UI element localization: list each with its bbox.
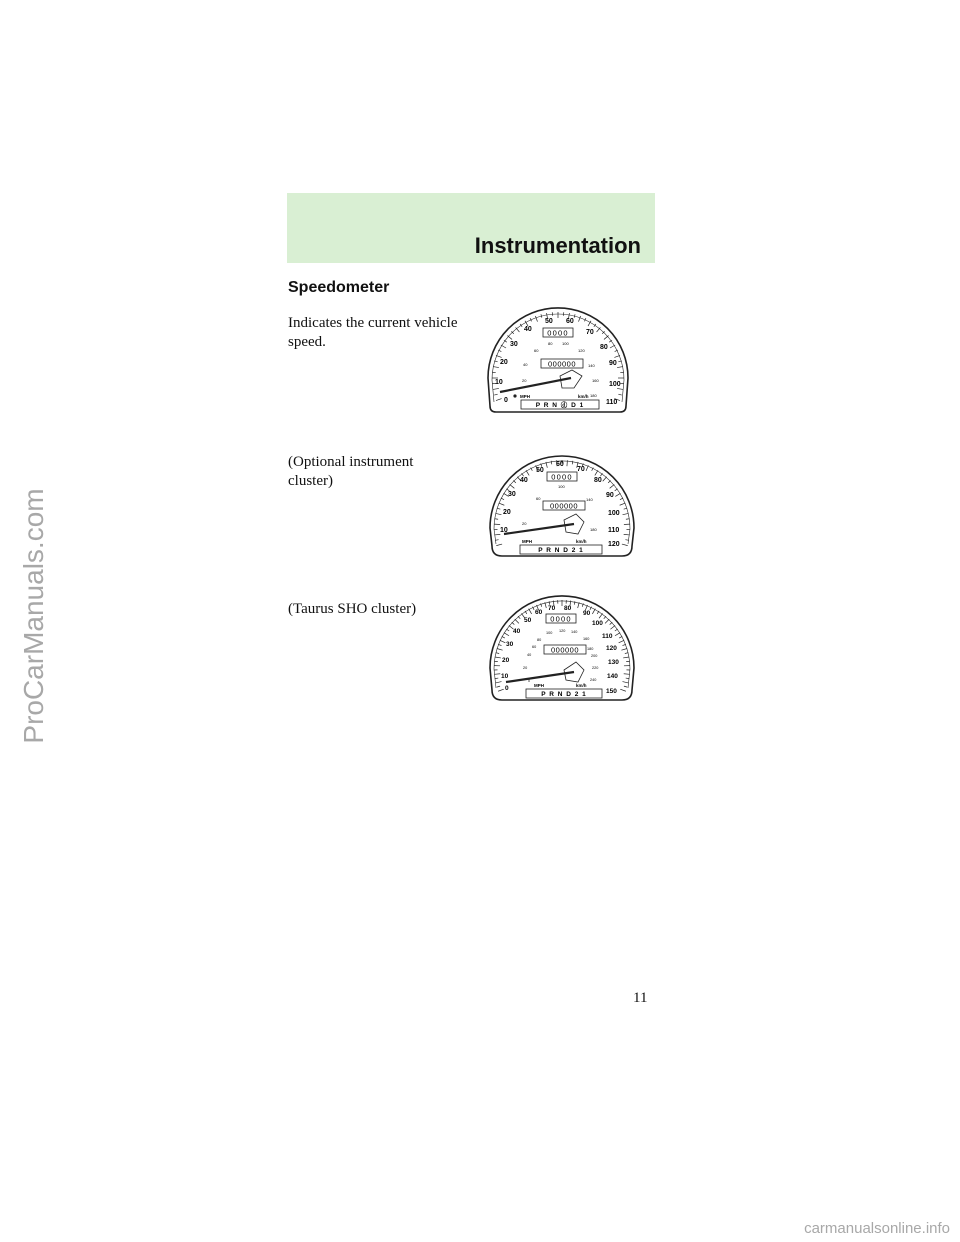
- mph-label: 20: [500, 359, 508, 366]
- kmh-label: 140: [588, 363, 595, 368]
- kmh-label: 200: [591, 654, 598, 658]
- speedometer-gauge-standard: [478, 296, 638, 416]
- mph-label: 10: [500, 527, 508, 534]
- odometer: 000000: [549, 501, 579, 511]
- unit-mph: MPH: [522, 539, 532, 544]
- gear-indicator: P R N D 2 1: [538, 547, 584, 554]
- mph-label: 90: [609, 360, 617, 367]
- watermark-left: ProCarManuals.com: [18, 488, 49, 744]
- kmh-label: 80: [537, 638, 542, 642]
- mph-label: 110: [606, 399, 618, 406]
- kmh-label: 100: [562, 341, 569, 346]
- section-heading: Speedometer: [288, 279, 390, 296]
- mph-label: 100: [608, 510, 620, 517]
- gear-indicator: P R N D 2 1: [541, 691, 587, 698]
- kmh-label: 100: [558, 484, 565, 489]
- mph-label: 30: [510, 341, 518, 348]
- mph-label: 40: [524, 326, 532, 333]
- mph-label: 90: [583, 610, 591, 617]
- kmh-label: 140: [571, 630, 578, 634]
- mph-label: 100: [592, 620, 603, 627]
- mph-label: 60: [556, 461, 564, 468]
- paragraph-sho-cluster: (Taurus SHO cluster): [288, 601, 417, 617]
- kmh-label: 20: [522, 521, 527, 526]
- mph-label: 60: [566, 318, 574, 325]
- mph-label: 50: [536, 467, 544, 474]
- speedometer-gauge-sho: [484, 590, 640, 705]
- kmh-label: 60: [536, 496, 541, 501]
- mph-label: 0: [504, 397, 508, 404]
- unit-mph: MPH: [520, 394, 530, 399]
- odometer: 000000: [547, 359, 577, 369]
- mph-label: 10: [501, 673, 509, 680]
- kmh-label: 180: [590, 527, 597, 532]
- mph-label: 20: [502, 657, 510, 664]
- kmh-label: 220: [592, 666, 599, 670]
- mph-label: 30: [506, 641, 514, 648]
- kmh-label: 20: [523, 666, 528, 670]
- kmh-label: 120: [578, 348, 585, 353]
- unit-kmh: km/h: [576, 539, 587, 544]
- mph-label: 90: [606, 492, 614, 499]
- header-band: [287, 193, 655, 263]
- mph-label: 70: [586, 329, 594, 336]
- mph-label: 50: [524, 617, 532, 624]
- mph-label: 60: [535, 609, 543, 616]
- page-title: Instrumentation: [474, 233, 641, 258]
- page-number: 11: [633, 990, 648, 1006]
- kmh-label: 40: [523, 362, 528, 367]
- indicator-dot: [513, 394, 516, 397]
- mph-label: 80: [594, 477, 602, 484]
- unit-mph: MPH: [534, 683, 544, 688]
- kmh-label: 160: [583, 637, 590, 641]
- mph-label: 80: [564, 605, 572, 612]
- unit-kmh: km/h: [578, 394, 589, 399]
- kmh-label: 60: [534, 348, 539, 353]
- mph-label: 70: [577, 466, 585, 473]
- mph-label: 10: [495, 379, 503, 386]
- mph-label: 110: [602, 633, 613, 640]
- kmh-label: 240: [590, 678, 597, 682]
- kmh-label: 40: [527, 653, 532, 657]
- mph-label: 20: [503, 509, 511, 516]
- kmh-label: 140: [586, 497, 593, 502]
- kmh-label: 80: [548, 341, 553, 346]
- mph-label: 110: [608, 527, 620, 534]
- unit-kmh: km/h: [576, 683, 587, 688]
- kmh-label: 100: [546, 631, 553, 635]
- mph-label: 50: [545, 318, 553, 325]
- trip-odometer: 0000: [547, 328, 569, 338]
- kmh-label: 0: [528, 679, 531, 683]
- mph-label: 70: [548, 605, 556, 612]
- mph-label: 120: [608, 541, 620, 548]
- kmh-label: 60: [532, 645, 537, 649]
- paragraph-optional-cluster: (Optional instrument cluster): [288, 454, 414, 489]
- mph-label: 40: [513, 628, 521, 635]
- kmh-label: 180: [587, 647, 594, 651]
- mph-label: 30: [508, 491, 516, 498]
- mph-label: 120: [606, 645, 617, 652]
- trip-odometer: 0000: [550, 614, 572, 624]
- mph-label: 0: [505, 685, 509, 692]
- mph-label: 140: [607, 673, 618, 680]
- kmh-label: 180: [590, 393, 597, 398]
- kmh-label: 20: [522, 378, 527, 383]
- mph-label: 80: [600, 344, 608, 351]
- odometer: 000000: [550, 645, 580, 655]
- mph-label: 130: [608, 659, 619, 666]
- kmh-label: 120: [559, 629, 566, 633]
- watermark-bottom: carmanualsonline.info: [804, 1220, 950, 1237]
- mph-label: 150: [606, 688, 617, 695]
- kmh-label: 160: [592, 378, 599, 383]
- mph-label: 100: [609, 381, 621, 388]
- paragraph-description: Indicates the current vehicle speed.: [288, 315, 458, 350]
- speedometer-gauge-optional: [482, 448, 642, 561]
- mph-label: 40: [520, 477, 528, 484]
- gear-indicator: P R N ⓓ D 1: [535, 402, 585, 409]
- trip-odometer: 0000: [551, 472, 573, 482]
